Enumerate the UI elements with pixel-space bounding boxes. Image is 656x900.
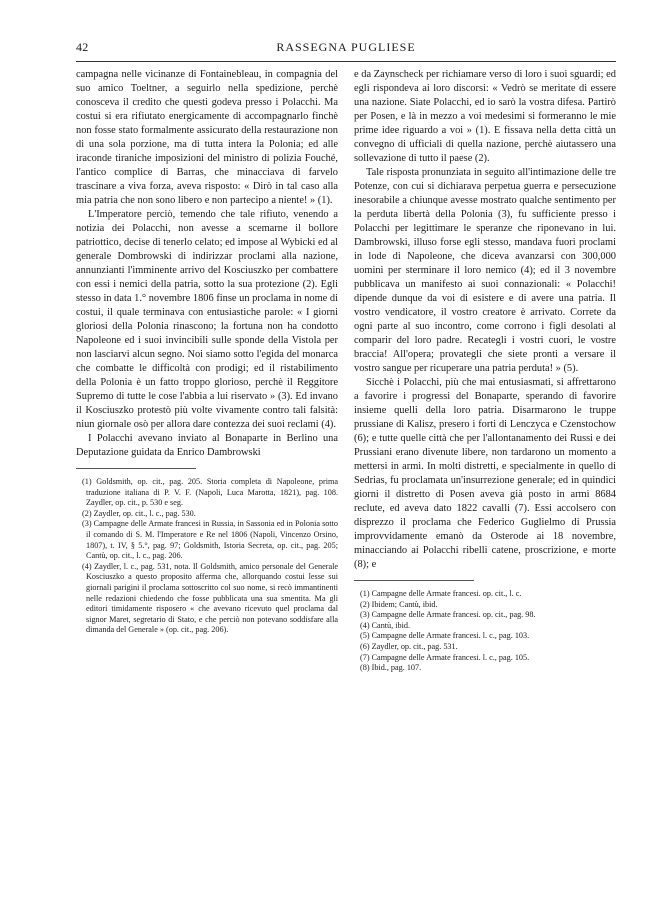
footnote: (3) Campagne delle Armate francesi in Russia, in Sassonia ed in Polonia sotto il comando di S. M. l'Imperatore e Re nel 1806 (Napoli, Vincenzo Orsino, 1807), t. IV, § 5.°, pag. 97; Goldsmith, Istoria Secreta, op. cit., pag. 205; Cantù, op. cit., l. c., pag. 206. — [82, 519, 338, 561]
footnote: (4) Cantù, ibid. — [360, 620, 411, 630]
footnote: (2) Ibidem; Cantù, ibid. — [360, 599, 438, 609]
paragraph: e da Zaynscheck per richiamare verso di loro i suoi sguardi; ed egli rispondeva ai loro discorsi: « Vedrò se meritate di essere una nazione. Siate Polacchi, ed io sarò la vostra difesa. Partirò per Posen, e là in mezzo a voi medesimi si formeranno le mie prime idee riguardo a voi » (1). E fissava nella detta città un convegno di ufficiali di quella nazione, perchè aiutassero una sollevazione di tutto il paese (2). — [354, 69, 616, 164]
footnote: (1) Campagne delle Armate francesi. op. cit., l. c. — [360, 589, 522, 598]
footnote-rule — [76, 468, 196, 469]
footnote: (5) Campagne delle Armate francesi. l. c., pag. 103. — [360, 631, 530, 641]
footnote: (6) Zaydler, op. cit., pag. 531. — [360, 641, 458, 651]
footnote: (8) Ibid., pag. 107. — [360, 663, 422, 673]
paragraph: L'Imperatore perciò, temendo che tale rifiuto, venendo a notizia dei Polacchi, non avesse a scemarne il bollore patriottico, decise di tenerlo celato; ed impose al Wybicki ed al generale Dombrowski di indirizzar proclami alla nazione, annunzianti l'imminente arrivo del Kosciuszko per combattere con essi i nemici della patria, sotto la sua protezione (2). Egli stesso in data 1.° novembre 1806 finse un proclama in nome di costui, il quale terminava con entusiastiche parole: « I giorni gloriosi della Polonia rinascono; la fortuna non ha condotto Napoleone ed i suoi invincibili sulle sponde della Vistola per non lasciarvi alcun segno. Noi siamo sotto l'egida del monarca che combatte le difficoltà con prodigi; ed il ristabilimento della Polonia è un fatto troppo glorioso, perchè il Reggitore Supremo di tutte le cose l'abbia a lui riservato » (3). Ed invano il Kosciuszko protestò più volte vivamente contro tali falsità: niun giornale osò per allora dare contezza dei suoi reclami (4). — [76, 209, 338, 430]
left-column — [76, 68, 338, 636]
right-footnotes — [354, 580, 616, 674]
header-rule — [76, 61, 616, 62]
paragraph: campagna nelle vicinanze di Fontainebleau, in compagnia del suo amico Toeltner, a seguirlo nella spedizione, perchè conosceva il credito che questi godeva presso i Polacchi. Ma costui si era rifiutato energicamente di accompagnarlo finchè non fosse stato formalmente assicurato della restaurazione non di una sola porzione, ma di tutta intera la Polonia; ed alle iraconde tiraniche imposizioni del ministro di polizia Fouché, l'antico complice di Barras, che minacciava di farvelo trascinare a viva forza, aveva risposto: « Dirò in tal caso alla mia patria che non sono libero e non partecipo a niente! » (1). — [76, 69, 338, 206]
page-number: 42 — [76, 40, 89, 54]
footnote: (4) Zaydler, l. c., pag. 531, nota. Il Goldsmith, amico personale del Generale Kosciuszko a questo proposito afferma che, allorquando costui lesse sui giornali parigini il proclama sottoscritto col suo nome, si recò immantinenti nelle redazioni chiedendo che fosse pubblicata una sua smentita. Ma gli editori timidamente risposero « che avevano ricevuto quel proclama dal signor Maret, segretario di Stato, e che perciò non potevano soddisfare alla dimanda del Generale » (op. cit., pag. 206). — [82, 561, 338, 635]
journal-title: RASSEGNA PUGLIESE — [276, 40, 416, 54]
right-column — [354, 68, 616, 674]
footnote: (3) Campagne delle Armate francesi. op. cit., pag. 98. — [360, 610, 536, 620]
left-body — [76, 68, 338, 460]
footnote: (1) Goldsmith, op. cit., pag. 205. Storia completa di Napoleone, prima traduzione italiana di P. V. F. (Napoli, Luca Marotta, 1821), pag. 108. Zaydler, op. cit., p. 530 e seg. — [82, 477, 338, 508]
running-header — [76, 40, 616, 56]
footnote: (2) Zaydler, op. cit., l. c., pag. 530. — [82, 508, 196, 518]
footnote-rule — [354, 580, 474, 581]
footnote: (7) Campagne delle Armate francesi. l. c., pag. 105. — [360, 652, 530, 662]
left-footnotes — [76, 468, 338, 636]
paragraph: Tale risposta pronunziata in seguito all'intimazione delle tre Potenze, con cui si dichiarava perpetua guerra e persecuzione inesorabile a chiunque avesse mostrato qualche sentimento per la perduta libertà della Polonia (3), fu sufficiente presso i Polacchi per legittimare le speranze che riponevano in lui. Dambrowski, illuso forse egli stesso, mandava fuori proclami in lode di Napoleone, che diceva avanzarsi con 300,000 uomini per sterminare il loro nemico (4); ed il 3 novembre pubblicava un manifesto ai suoi connazionali: « Polacchi! dipende dunque da voi di esistere e di avere una patria. Il vostro vendicatore, il vostro creatore è arrivato. Correte da ogni parte al suo incontro, come corrono i figli desolati al comparir del loro padre. Recategli i vostri cuori, le vostre braccia! All'opera; provategli che siete pronti a versare il vostro sangue per ricuperare una patria perduta! » (5). — [354, 167, 616, 374]
right-body — [354, 68, 616, 572]
paragraph: Sicchè i Polacchi, più che mai entusiasmati, si affrettarono a favorire i progressi del Bonaparte, sperando di favorire insieme quelli della loro patria. Disarmarono le truppe prussiane di Kalisz, presero i forti di Lenczyca e Czenstochow (6); e tutte quelle città che per l'allontanamento dei Russi e dei Prussiani erano divenute libere, non tardarono un momento a mettersi in armi. In molti distretti, e specialmente in quello di Sedrias, fu proclamata un'insurrezione generale; ed in quindici giorni il distretto di Posen aveva già posto in armi 8684 reclute, ed aveva dato 1822 cavalli (7). Essi accolsero con disprezzo il proclama che Federico Guglielmo di Prussia improvvidamente emanò da Osterode ai 18 novembre, minacciando ai Polacchi ribelli catene, proscrizione, e morte (8); e — [354, 377, 616, 570]
paragraph: I Polacchi avevano inviato al Bonaparte in Berlino una Deputazione guidata da Enrico Dambrowski — [76, 433, 338, 458]
